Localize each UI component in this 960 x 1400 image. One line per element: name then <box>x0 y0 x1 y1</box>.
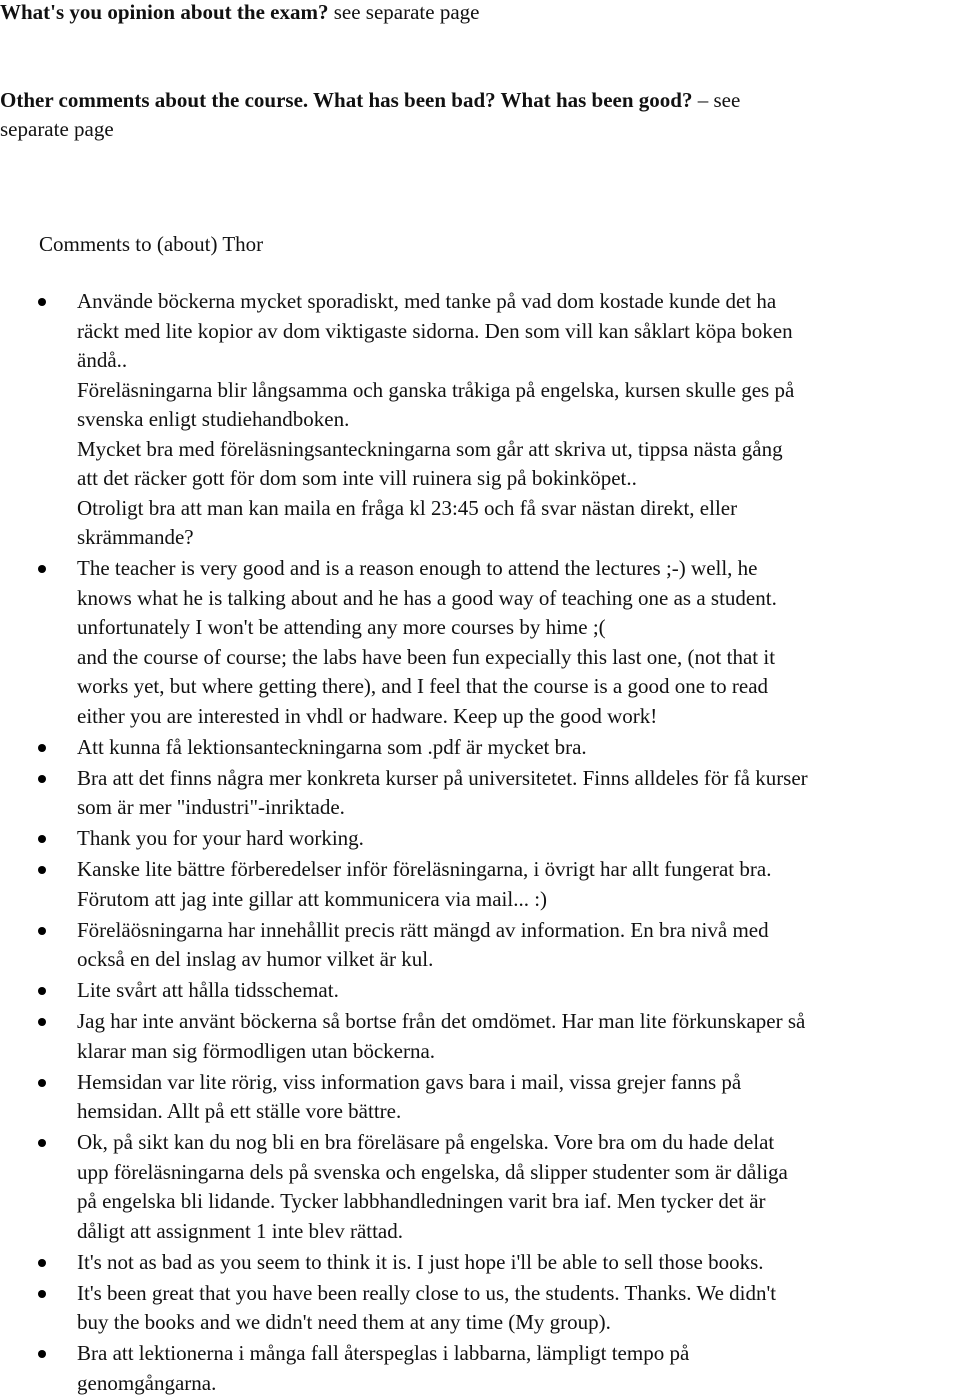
comment-item <box>0 733 960 763</box>
course-answer: – see <box>697 88 741 112</box>
comment-paragraph: Lite svårt att hålla tidsschemat. <box>77 978 339 1002</box>
comment-paragraph: It's not as bad as you seem to think it is. I just hope i'll be able to sell those books. <box>77 1249 764 1274</box>
bullet-icon <box>38 1139 46 1147</box>
comment-item <box>0 1339 960 1398</box>
comment-paragraph: Mycket bra med föreläsningsanteckningarna som går att skriva ut, tippsa nästa gång att det räcker gott för dom som inte vill ruinera sig på bokinköpet.. <box>77 436 783 490</box>
bullet-icon <box>38 775 46 783</box>
exam-answer: see separate page <box>333 0 480 24</box>
comment-paragraph: Kanske lite bättre förberedelser inför föreläsningarna, i övrigt har allt fungerat bra. Förutom att jag inte gillar att kommunicera via mail... :) <box>77 857 772 911</box>
comment-item <box>0 1248 960 1278</box>
bullet-icon <box>38 1290 46 1298</box>
comment-paragraph: Bra att lektionerna i många fall återspeglas i labbarna, lämpligt tempo på genomgångarna. <box>77 1341 690 1395</box>
bullet-icon <box>38 565 46 573</box>
comment-paragraph: Föreläsningarna blir långsamma och ganska tråkiga på engelska, kursen skulle ges på svenska enligt studiehandboken. <box>77 377 795 431</box>
exam-question-line <box>0 0 479 27</box>
comment-paragraph: Använde böckerna mycket sporadiskt, med tanke på vad dom kostade kunde det ha räckt med lite kopior av dom viktigaste sidorna. Den som vill kan såklart köpa boken ändå.. <box>77 289 793 372</box>
comment-item <box>0 976 960 1006</box>
course-answer-continued: separate page <box>0 117 114 141</box>
comment-item <box>0 287 960 553</box>
bullet-icon <box>38 835 46 843</box>
bullet-icon <box>38 987 46 995</box>
bullet-icon <box>38 744 46 752</box>
bullet-icon <box>38 298 46 306</box>
bullet-icon <box>38 866 46 874</box>
comment-paragraph: Föreläösningarna har innehållit precis rätt mängd av information. En bra nivå med också en del inslag av humor vilket är kul. <box>77 917 769 971</box>
comment-paragraph: The teacher is very good and is a reason enough to attend the lectures ;-) well, he knows what he is talking about and he has a good way of teaching one as a student. unfortunately I won't be attending any more courses by hime ;( and the course of course; the labs have been fun expecially this last one, (not that it works yet, but where getting there), and I feel that the course is a good one to read either you are interested in vhdl or hadware. Keep up the good work! <box>77 556 777 728</box>
comment-item <box>0 1128 960 1246</box>
section-title: Comments to (about) Thor <box>39 232 264 256</box>
exam-question: What's you opinion about the exam? <box>0 0 329 24</box>
comment-list <box>0 287 960 1400</box>
comment-paragraph: Ok, på sikt kan du nog bli en bra föreläsare på engelska. Vore bra om du hade delat upp föreläsningarna dels på svenska och engelska, då slipper studenter som är dåliga på engelska bli lidande. Tycker labbhandledningen varit bra iaf. Men tycker det är dåligt att assignment 1 inte blev rättad. <box>77 1130 788 1243</box>
bullet-icon <box>38 1018 46 1026</box>
comment-item <box>0 1068 960 1127</box>
comment-item <box>0 916 960 975</box>
bullet-icon <box>38 1259 46 1267</box>
course-question-line <box>0 86 740 115</box>
comment-item <box>0 1279 960 1338</box>
course-question: Other comments about the course. What has been bad? What has been good? <box>0 88 693 112</box>
bullet-icon <box>38 1350 46 1358</box>
bullet-icon <box>38 1079 46 1087</box>
comment-item <box>0 554 960 731</box>
comment-item <box>0 1007 960 1066</box>
comment-item <box>0 764 960 823</box>
comment-paragraph: Att kunna få lektionsanteckningarna som .pdf är mycket bra. <box>77 734 587 759</box>
comment-paragraph: It's been great that you have been really close to us, the students. Thanks. We didn't buy the books and we didn't need them at any time (My group). <box>77 1280 777 1334</box>
comment-item <box>0 824 960 854</box>
comment-paragraph: Hemsidan var lite rörig, viss information gavs bara i mail, vissa grejer fanns på hemsidan. Allt på ett ställe vore bättre. <box>77 1069 742 1123</box>
comment-item <box>0 855 960 914</box>
comment-paragraph: Jag har inte använt böckerna så bortse från det omdömet. Har man lite förkunskaper så klarar man sig förmodligen utan böckerna. <box>77 1009 806 1063</box>
comment-paragraph: Otroligt bra att man kan maila en fråga kl 23:45 och få svar nästan direkt, eller skrämmande? <box>77 495 738 549</box>
bullet-icon <box>38 927 46 935</box>
comment-paragraph: Bra att det finns några mer konkreta kurser på universitetet. Finns alldeles för få kurser som är mer "industri"-inriktade. <box>77 765 808 819</box>
comment-paragraph: Thank you for your hard working. <box>77 826 364 850</box>
